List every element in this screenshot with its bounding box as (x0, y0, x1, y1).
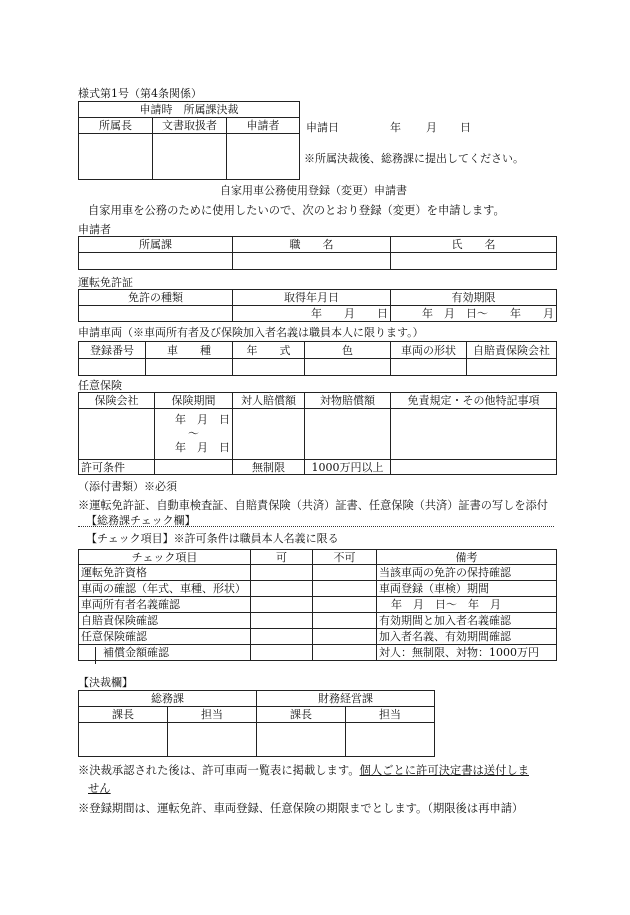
approval-stamp-cell[interactable] (153, 134, 227, 180)
decision-col: 課長 (79, 707, 168, 723)
decision-stamp-cell[interactable] (79, 723, 168, 757)
license-col: 取得年月日 (233, 290, 391, 306)
approval-table (78, 101, 300, 180)
applicant-dept-field[interactable] (79, 253, 233, 270)
apply-date-month: 月 (426, 121, 437, 134)
insurance-col: 対人賠償額 (233, 393, 305, 409)
apply-date-day: 日 (460, 121, 471, 134)
check-col: チェック項目 (79, 550, 251, 565)
check-ng-cell[interactable] (313, 597, 377, 613)
approval-stamp-cell[interactable] (79, 134, 153, 180)
check-table (78, 549, 557, 661)
approval-stamp-cell[interactable] (227, 134, 300, 180)
note-approval-a: ※決裁承認された後は、許可車両一覧表に掲載します。 (78, 764, 360, 777)
insurance-section-label: 任意保険 (78, 379, 122, 392)
apply-date-label: 申請日 (306, 121, 339, 134)
check-ok-cell[interactable] (251, 629, 313, 645)
check-note: 対人：無制限、対物：1000万円 (377, 645, 557, 661)
vehicle-reg-number-field[interactable] (79, 359, 146, 376)
check-ok-cell[interactable] (251, 581, 313, 597)
decision-table (78, 690, 435, 757)
check-item: 任意保険確認 (79, 629, 251, 645)
check-ng-cell[interactable] (313, 613, 377, 629)
decision-col: 担当 (168, 707, 257, 723)
insurance-col: 保険会社 (79, 393, 155, 409)
note-approval-cont (88, 780, 111, 796)
document-title: 自家用車公務使用登録（変更）申請書 (220, 184, 407, 197)
check-item: 運転免許資格 (79, 565, 251, 581)
vehicle-col: 色 (305, 342, 391, 359)
insurance-company-field[interactable] (79, 409, 155, 460)
license-valid-period-field[interactable]: 年 月 日～ 年 月 (391, 306, 557, 322)
decision-col: 課長 (257, 707, 346, 723)
applicant-position-field[interactable] (233, 253, 391, 270)
check-ok-cell[interactable] (251, 597, 313, 613)
applicant-name-field[interactable] (391, 253, 557, 270)
applicant-col: 所属課 (79, 237, 233, 253)
license-acq-date-field[interactable]: 年 月 日 (233, 306, 391, 322)
decision-stamp-cell[interactable] (257, 723, 346, 757)
check-col: 備考 (377, 550, 557, 565)
check-note: 年 月 日～ 年 月 (377, 597, 557, 613)
applicant-col: 職 名 (233, 237, 391, 253)
vehicle-shape-field[interactable] (391, 359, 467, 376)
note-approval-c: せん (88, 782, 111, 795)
insurance-period-end: 年 月 日 (175, 441, 230, 454)
insurance-notes-field[interactable] (391, 409, 557, 460)
table-row (79, 629, 557, 645)
check-ng-cell[interactable] (313, 581, 377, 597)
approval-header: 申請時 所属課決裁 (79, 102, 300, 118)
vehicle-col: 登録番号 (79, 342, 146, 359)
insurance-col: 免責規定・その他特記事項 (391, 393, 557, 409)
check-col: 可 (251, 550, 313, 565)
vehicle-section-label: 申請車両（※車両所有者及び保険加入者名義は職員本人に限ります。） (78, 326, 424, 339)
vehicle-col: 自賠責保険会社 (467, 342, 557, 359)
approval-col: 所属長 (79, 118, 153, 134)
check-ng-cell[interactable] (313, 565, 377, 581)
vehicle-table (78, 341, 557, 376)
insurance-condition-label: 許可条件 (79, 460, 155, 475)
attachments-label: （添付書類）※必須 (78, 480, 177, 493)
insurance-col: 保険期間 (155, 393, 233, 409)
check-item: 自賠責保険確認 (79, 613, 251, 629)
check-ok-cell[interactable] (251, 565, 313, 581)
check-note: 当該車両の免許の保持確認 (377, 565, 557, 581)
dotted-divider (78, 526, 554, 527)
form-number: 様式第1号（第4条関係） (78, 87, 202, 100)
note-registration-period: ※登録期間は、運転免許、車両登録、任意保険の期限までとします。（期限後は再申請） (78, 802, 524, 815)
check-ng-cell[interactable] (313, 645, 377, 661)
insurance-period-start: 年 月 日 (175, 413, 230, 426)
check-ok-cell[interactable] (251, 645, 313, 661)
decision-stamp-cell[interactable] (346, 723, 435, 757)
vehicle-liability-insurer-field[interactable] (467, 359, 557, 376)
insurance-property-field[interactable] (305, 409, 391, 460)
check-note: 有効期間と加入者名義確認 (377, 613, 557, 629)
check-section-subtitle: 【チェック項目】※許可条件は職員本人名義に限る (86, 532, 339, 545)
vehicle-col: 年 式 (233, 342, 305, 359)
decision-group: 総務課 (79, 691, 257, 707)
license-type-field[interactable] (79, 306, 233, 322)
vehicle-color-field[interactable] (305, 359, 391, 376)
license-section-label: 運転免許証 (78, 276, 133, 289)
check-section-label: 【総務課チェック欄】 (86, 514, 196, 527)
check-item: 補償金額確認 (79, 645, 251, 661)
check-ok-cell[interactable] (251, 613, 313, 629)
applicant-table (78, 236, 557, 270)
decision-col: 担当 (346, 707, 435, 723)
table-row (79, 645, 557, 661)
vehicle-col: 車両の形状 (391, 342, 467, 359)
insurance-period-tilde: ～ (188, 427, 199, 440)
approval-col: 文書取扱者 (153, 118, 227, 134)
intro-text: 自家用車を公務のために使用したいので、次のとおり登録（変更）を申請します。 (88, 204, 505, 217)
insurance-condition-person: 無制限 (233, 460, 305, 475)
check-col: 不可 (313, 550, 377, 565)
insurance-col: 対物賠償額 (305, 393, 391, 409)
license-table (78, 289, 557, 322)
vehicle-year-field[interactable] (233, 359, 305, 376)
check-item: 車両所有者名義確認 (79, 597, 251, 613)
check-note: 加入者名義、有効期間確認 (377, 629, 557, 645)
vehicle-model-field[interactable] (146, 359, 233, 376)
attachments-text: ※運転免許証、自動車検査証、自賠責保険（共済）証書、任意保険（共済）証書の写しを添付 (78, 499, 548, 512)
check-note: 車両登録（車検）期間 (377, 581, 557, 597)
insurance-condition-property: 1000万円以上 (305, 460, 391, 475)
check-ng-cell[interactable] (313, 629, 377, 645)
license-col: 免許の種類 (79, 290, 233, 306)
table-row (79, 565, 557, 581)
insurance-table (78, 392, 557, 475)
decision-label: 【決裁欄】 (78, 676, 133, 689)
apply-date-year: 年 (390, 121, 401, 134)
approval-col: 申請者 (227, 118, 300, 134)
insurance-condition-empty (391, 460, 557, 475)
applicant-col: 氏 名 (391, 237, 557, 253)
decision-group: 財務経営課 (257, 691, 435, 707)
table-row (79, 597, 557, 613)
table-row (79, 613, 557, 629)
insurance-period-field[interactable] (155, 409, 233, 460)
note-approval (78, 762, 529, 778)
insurance-condition-empty (155, 460, 233, 475)
table-row (79, 581, 557, 597)
vehicle-col: 車 種 (146, 342, 233, 359)
applicant-section-label: 申請者 (78, 223, 111, 236)
insurance-person-field[interactable] (233, 409, 305, 460)
submit-note: ※所属決裁後、総務課に提出してください。 (304, 152, 524, 165)
note-approval-b: 個人ごとに許可決定書は送付しま (359, 764, 529, 777)
decision-stamp-cell[interactable] (168, 723, 257, 757)
license-col: 有効期限 (391, 290, 557, 306)
indent-rule (95, 647, 96, 664)
check-item: 車両の確認（年式、車種、形状） (79, 581, 251, 597)
